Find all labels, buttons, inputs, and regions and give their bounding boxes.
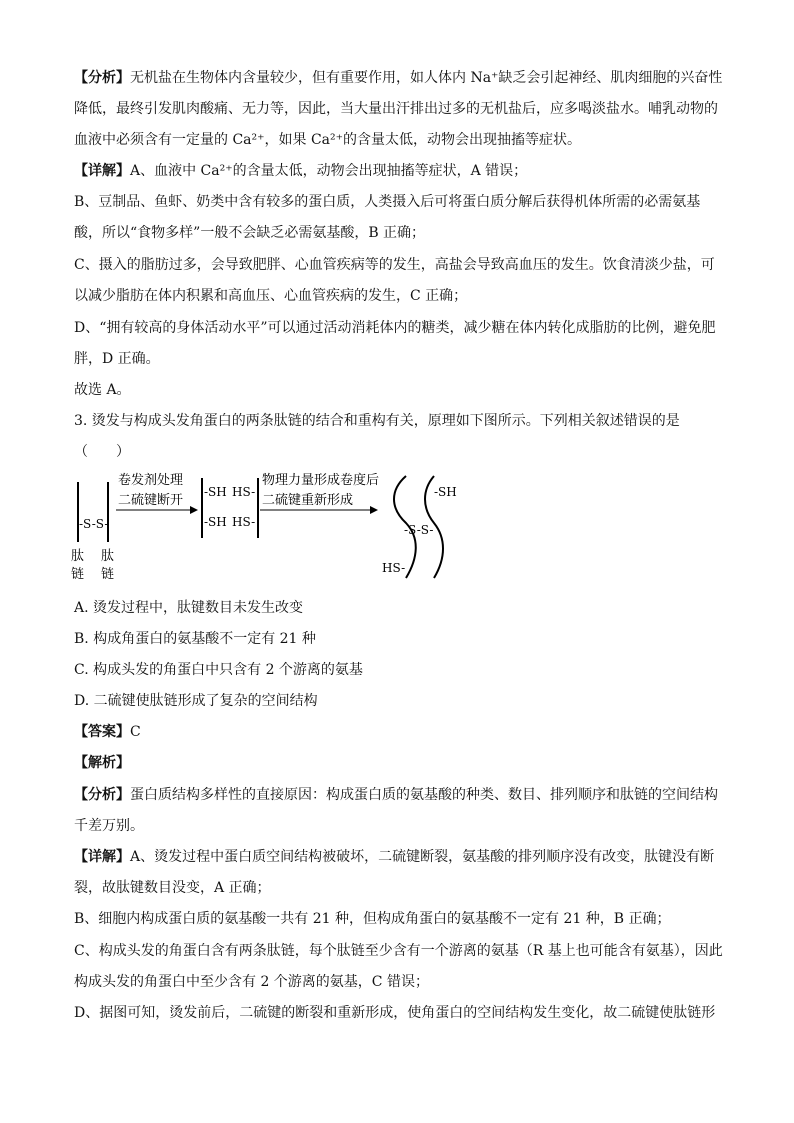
analysis-paragraph-line: 降低，最终引发肌肉酸痛、无力等，因此，当大量出汗排出过多的无机盐后，应多喝淡盐水。哺乳动物的 <box>74 101 718 117</box>
detail-paragraph-line <box>74 847 734 867</box>
section-tag: 【详解】 <box>74 849 130 865</box>
sulfhydryl-label: HS- <box>232 485 256 499</box>
section-tag: 【分析】 <box>74 70 130 86</box>
detail-paragraph-line <box>74 161 734 181</box>
option-d: D. 二硫键使肽链形成了复杂的空间结构 <box>74 693 318 709</box>
answer-line <box>74 722 734 742</box>
answer-value: C <box>130 724 141 740</box>
step2-bottom-label: 二硫键重新形成 <box>262 493 354 508</box>
disulfide-bond-diagram <box>70 468 470 588</box>
chain-label: 肽 <box>71 549 85 564</box>
sulfhydryl-label: -SH <box>434 485 457 499</box>
question-stem: 3. 烫发与构成头发角蛋白的两条肽链的结合和重构有关，原理如下图所示。下列相关叙述错误的是 <box>74 413 680 429</box>
detail-paragraph-line: 裂，故肽键数目没变，A 正确； <box>74 880 271 896</box>
step1-top-label: 卷发剂处理 <box>118 473 184 488</box>
chain-label: 肽 <box>101 549 115 564</box>
option-c: C. 构成头发的角蛋白中只含有 2 个游离的氨基 <box>74 662 363 678</box>
text-span: A、烫发过程中蛋白质空间结构被破坏，二硫键断裂，氨基酸的排列顺序没有改变，肽键没有断 <box>130 849 715 865</box>
detail-paragraph-line: D、“拥有较高的身体活动水平”可以通过活动消耗体内的糖类，减少糖在体内转化成脂肪的比例，避免肥 <box>74 320 716 336</box>
disulfide-bond-label: -S-S- <box>404 523 434 537</box>
text-span: 蛋白质结构多样性的直接原因：构成蛋白质的氨基酸的种类、数目、排列顺序和肽链的空间结构 <box>130 787 718 803</box>
conclusion-line: 故选 A。 <box>74 382 131 398</box>
answer-parentheses: （ ） <box>74 444 130 460</box>
option-a: A. 烫发过程中，肽键数目未发生改变 <box>74 600 304 616</box>
option-b: B. 构成角蛋白的氨基酸不一定有 21 种 <box>74 631 316 647</box>
answer-tag: 【答案】 <box>74 724 130 740</box>
analysis-paragraph-line <box>74 68 734 88</box>
sulfhydryl-label: HS- <box>232 515 256 529</box>
detail-paragraph-line: B、细胞内构成蛋白质的氨基酸一共有 21 种，但构成角蛋白的氨基酸不一定有 21 种，B 正确； <box>74 911 671 927</box>
detail-paragraph-line: 酸，所以“食物多样”一般不会缺乏必需氨基酸，B 正确； <box>74 225 426 241</box>
arrow-2-head <box>370 506 378 514</box>
sulfhydryl-label: -SH <box>204 485 227 499</box>
step1-bottom-label: 二硫键断开 <box>118 493 184 508</box>
section-tag: 【详解】 <box>74 163 130 179</box>
analysis-paragraph-line: 血液中必须含有一定量的 Ca²⁺，如果 Ca²⁺的含量太低，动物会出现抽搐等症状。 <box>74 132 582 148</box>
sulfhydryl-label: HS- <box>382 561 406 575</box>
text-span: 无机盐在生物体内含量较少，但有重要作用，如人体内 Na⁺缺乏会引起神经、肌肉细胞的兴奋性 <box>130 70 723 86</box>
detail-paragraph-line: C、摄入的脂肪过多，会导致肥胖、心血管疾病等的发生，高盐会导致高血压的发生。饮食清淡少盐，可 <box>74 257 715 273</box>
step2-top-label: 物理力量形成卷度后 <box>262 473 380 488</box>
chain-label: 链 <box>101 567 115 582</box>
detail-paragraph-line: B、豆制品、鱼虾、奶类中含有较多的蛋白质，人类摄入后可将蛋白质分解后获得机体所需的必需氨基 <box>74 194 701 210</box>
detail-paragraph-line: C、构成头发的角蛋白含有两条肽链，每个肽链至少含有一个游离的氨基（R 基上也可能含有氨基），因此 <box>74 943 723 959</box>
sulfhydryl-label: -SH <box>204 515 227 529</box>
detail-paragraph-line: 构成头发的角蛋白中至少含有 2 个游离的氨基，C 错误； <box>74 974 429 990</box>
analysis-paragraph-line: 千差万别。 <box>74 818 144 834</box>
detail-paragraph-line: D、据图可知，烫发前后，二硫键的断裂和重新形成，使角蛋白的空间结构发生变化，故二硫键使肽链形 <box>74 1005 716 1021</box>
arrow-1-head <box>190 506 198 514</box>
detail-paragraph-line: 胖，D 正确。 <box>74 351 160 367</box>
section-tag: 【分析】 <box>74 787 130 803</box>
analysis-paragraph-line <box>74 785 734 805</box>
disulfide-bond-label: -S-S- <box>79 517 109 531</box>
explanation-tag: 【解析】 <box>74 755 130 771</box>
text-span: A、血液中 Ca²⁺的含量太低，动物会出现抽搐等症状，A 错误； <box>130 163 528 179</box>
detail-paragraph-line: 以减少脂肪在体内积累和高血压、心血管疾病的发生，C 正确； <box>74 288 468 304</box>
chain-label: 链 <box>71 567 85 582</box>
